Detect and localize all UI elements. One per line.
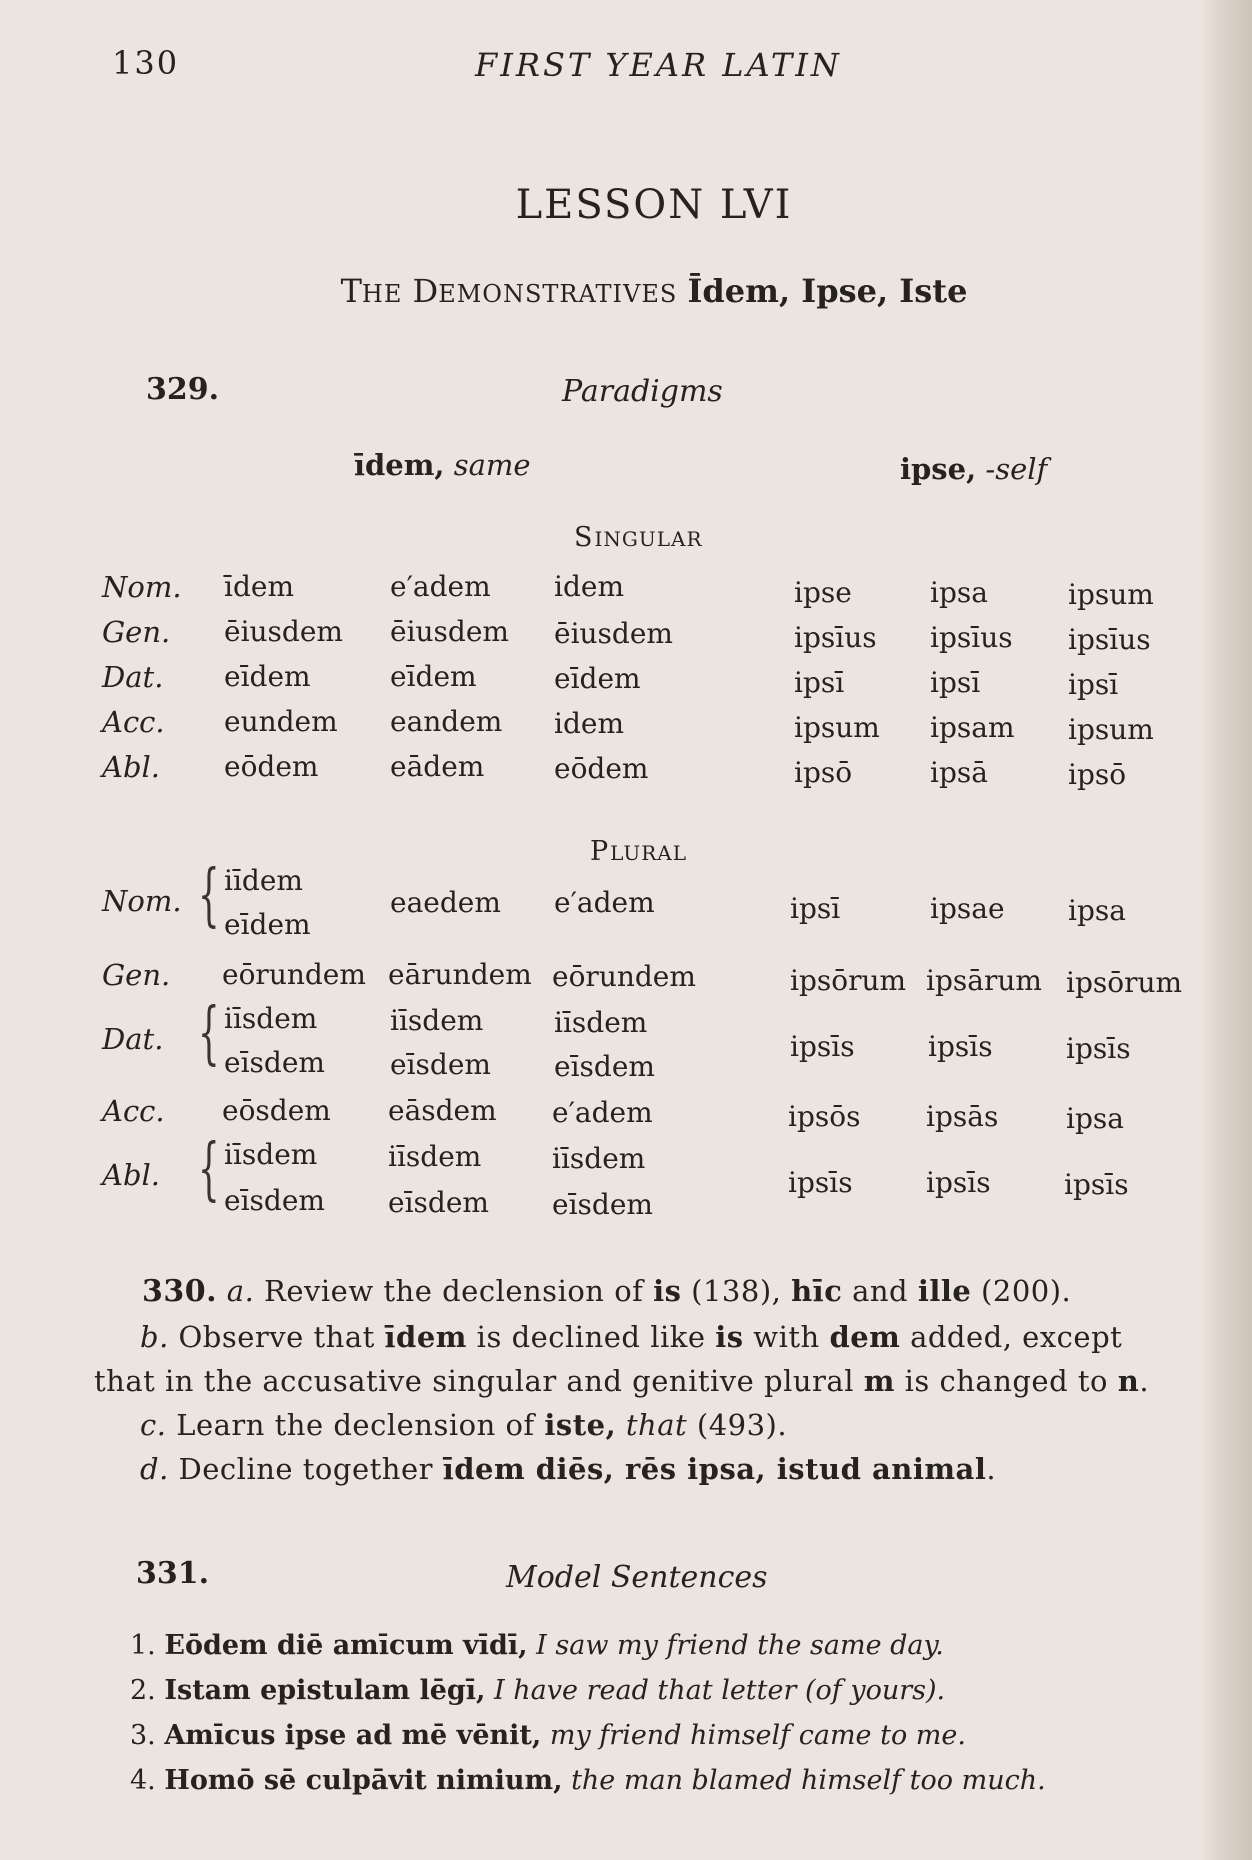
table-cell: eōdem (554, 752, 649, 785)
section-330-item-a: 330. a. Review the declension of is (138), hīc and ille (200). (142, 1274, 1072, 1309)
model-sentence-3: 3. Amīcus ipse ad mē vēnit, my friend himself came to me. (130, 1720, 966, 1751)
table-cell: eīsdem (554, 1050, 655, 1083)
table-cell: eōrundem (222, 958, 366, 991)
table-cell: ipsa (930, 576, 988, 609)
section-330-item-d: d. Decline together īdem diēs, rēs ipsa, istud animal. (140, 1452, 997, 1486)
table-cell: eīsdem (388, 1186, 489, 1219)
table-cell: eīsdem (552, 1188, 653, 1221)
table-cell: ēiusdem (554, 617, 673, 650)
table-cell: ipsās (926, 1100, 999, 1133)
table-cell: iīsdem (388, 1140, 482, 1173)
section-330-item-b-continued: that in the accusative singular and genitive plural m is changed to n. (94, 1364, 1150, 1398)
table-cell: ipsam (930, 711, 1015, 744)
table-cell: iīsdem (390, 1004, 484, 1037)
case-label: Nom. (102, 884, 182, 918)
table-cell: īdem (224, 570, 294, 603)
case-label: Gen. (102, 958, 171, 992)
table-cell: ipsīs (1064, 1168, 1129, 1201)
ipse-column-head: ipse, -self (900, 452, 1048, 486)
table-cell: eīdem (390, 660, 477, 693)
section-330-item-c: c. Learn the declension of iste, that (493). (140, 1408, 788, 1442)
table-cell: eaedem (390, 886, 501, 919)
table-cell: ipsīs (790, 1030, 855, 1063)
case-label: Gen. (102, 615, 171, 649)
table-cell: ipsīs (1066, 1032, 1131, 1065)
case-label: Dat. (102, 660, 164, 694)
table-cell: e′adem (552, 1096, 653, 1129)
table-cell: ipsae (930, 892, 1005, 925)
table-cell: ipsa (1066, 1102, 1124, 1135)
brace-icon: { (198, 994, 220, 1073)
table-cell: ipsīs (926, 1166, 991, 1199)
subtitle-lead: THE DEMONSTRATIVES (340, 272, 678, 310)
case-label: Dat. (102, 1022, 164, 1056)
table-cell: ipsīs (928, 1030, 993, 1063)
table-cell: ipsī (1068, 668, 1119, 701)
table-cell: ipsīus (1068, 623, 1151, 656)
table-cell: idem (554, 570, 624, 603)
table-cell: ipsīus (930, 621, 1013, 654)
singular-label: SINGULAR (574, 522, 703, 553)
table-cell: ipsōrum (790, 964, 907, 997)
table-cell: iīsdem (554, 1006, 648, 1039)
table-cell: e′adem (554, 886, 655, 919)
table-cell: ipsīus (794, 621, 877, 654)
table-cell: ipsō (794, 756, 853, 789)
table-cell: ipsōs (788, 1100, 861, 1133)
table-cell: eīdem (224, 660, 311, 693)
table-cell: eōrundem (552, 960, 696, 993)
table-cell: iīsdem (224, 1138, 318, 1171)
table-cell: ipsum (794, 711, 880, 744)
lesson-title: LESSON LVI (515, 182, 793, 228)
section-number-331: 331. (136, 1556, 210, 1591)
idem-column-head: īdem, same (354, 448, 531, 482)
table-cell: ipsum (1068, 578, 1154, 611)
case-label: Abl. (102, 1158, 160, 1192)
table-cell: ēiusdem (224, 615, 343, 648)
table-cell: ēiusdem (390, 615, 509, 648)
table-cell: eādem (390, 750, 485, 783)
paradigms-heading: Paradigms (562, 374, 723, 409)
table-cell: ipsā (930, 756, 988, 789)
model-sentences-heading: Model Sentences (506, 1560, 768, 1595)
table-cell: eōdem (224, 750, 319, 783)
running-title: FIRST YEAR LATIN (475, 46, 842, 84)
model-sentence-4: 4. Homō sē culpāvit nimium, the man blamed himself too much. (130, 1765, 1046, 1796)
table-cell: iīdem (224, 864, 303, 897)
section-number-329: 329. (146, 372, 220, 407)
table-cell: eīdem (554, 662, 641, 695)
model-sentence-1: 1. Eōdem diē amīcum vīdī, I saw my friend the same day. (130, 1630, 944, 1661)
plural-label: PLURAL (590, 836, 687, 867)
table-cell: eundem (224, 705, 338, 738)
table-cell: eīsdem (224, 1046, 325, 1079)
table-cell: ipsīs (788, 1166, 853, 1199)
table-cell: eōsdem (222, 1094, 331, 1127)
table-cell: ipsārum (926, 964, 1042, 997)
section-330-item-b: b. Observe that īdem is declined like is with dem added, except (140, 1320, 1123, 1354)
table-cell: ipsō (1068, 758, 1127, 791)
page-number: 130 (112, 44, 180, 82)
table-cell: ipsum (1068, 713, 1154, 746)
table-cell: eandem (390, 705, 503, 738)
table-cell: eāsdem (388, 1094, 497, 1127)
table-cell: eīdem (224, 908, 311, 941)
table-cell: ipsī (790, 892, 841, 925)
table-cell: ipsī (930, 666, 981, 699)
table-cell: e′adem (390, 570, 491, 603)
table-cell: ipse (794, 576, 852, 609)
table-cell: ipsōrum (1066, 966, 1183, 999)
subtitle-words: Īdem, Ipse, Iste (687, 272, 968, 310)
table-cell: iīsdem (552, 1142, 646, 1175)
table-cell: iīsdem (224, 1002, 318, 1035)
case-label: Acc. (102, 1094, 165, 1128)
case-label: Acc. (102, 705, 165, 739)
lesson-subtitle (0, 272, 1252, 310)
table-cell: eārundem (388, 958, 532, 991)
case-label: Nom. (102, 570, 182, 604)
table-cell: eīsdem (390, 1048, 491, 1081)
table-cell: ipsa (1068, 894, 1126, 927)
case-label: Abl. (102, 750, 160, 784)
table-cell: idem (554, 707, 624, 740)
model-sentence-2: 2. Istam epistulam lēgī, I have read that letter (of yours). (130, 1675, 946, 1706)
brace-icon: { (198, 1130, 220, 1209)
table-cell: ipsī (794, 666, 845, 699)
table-cell: eīsdem (224, 1184, 325, 1217)
brace-icon: { (198, 856, 220, 935)
